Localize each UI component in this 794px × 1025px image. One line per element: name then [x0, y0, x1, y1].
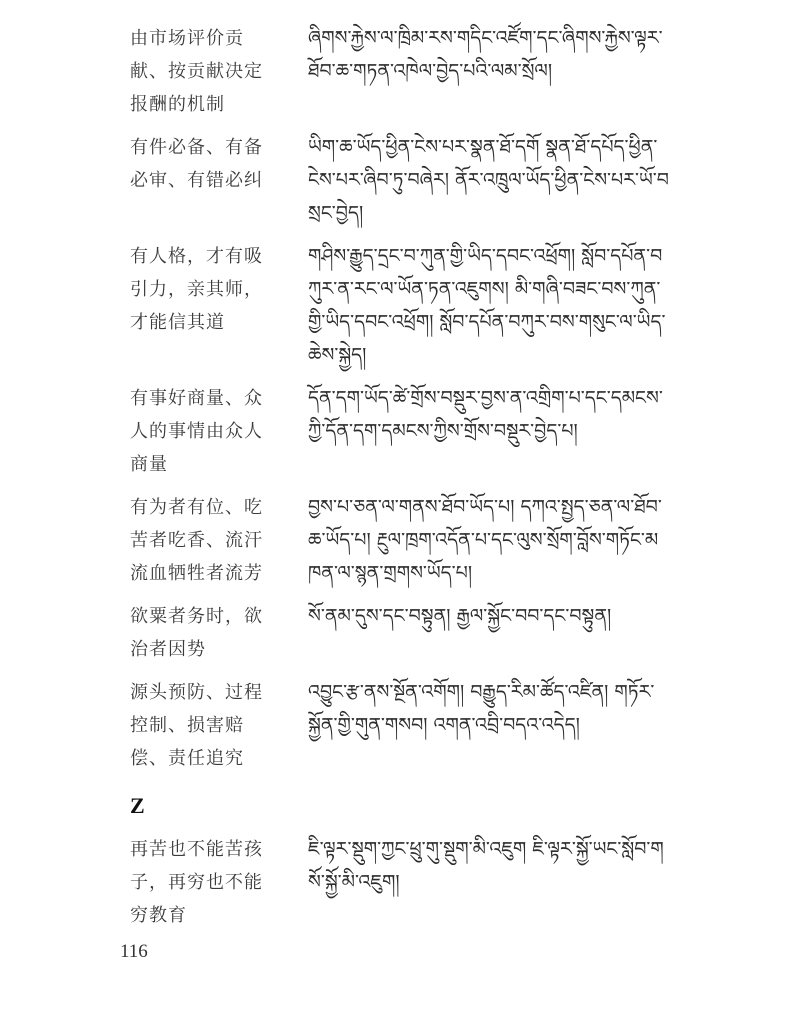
- glossary-entry: [130, 491, 670, 590]
- glossary-entry: [130, 382, 670, 481]
- tibetan-translation: འབྱུང་རྩ་ནས་སྔོན་འགོག། བརྒྱུད་རིམ་ཚོད་འཛིན། གཏོར་སྐྱོན་གྱི་གུན་གསབ། འགན་འབྲི་བདའ་འདེད།: [308, 681, 655, 736]
- tibetan-translation: བྱས་པ་ཅན་ལ་གནས་ཐོབ་ཡོད་པ། དཀའ་སྤྱད་ཅན་ལ་ཐོབ་ཆ་ཡོད་པ། རྔུལ་ཁྲག་འདོན་པ་དང་ལུས་སྲོག་བློས་གཏོང་མཁན་ལ་སྙན་གྲགས་ཡོད་པ།: [308, 496, 662, 584]
- glossary-entry: [130, 22, 670, 121]
- tibetan-translation: སོ་ནམ་དུས་དང་བསྟུན། རྒྱལ་སྐྱོང་བབ་དང་བསྟུན།: [308, 605, 612, 627]
- glossary-entries: [130, 22, 670, 942]
- chinese-term: 再苦也不能苦孩子，再穷也不能穷教育: [130, 839, 263, 926]
- chinese-term: 有件必备、有备必审、有错必纠: [130, 137, 263, 191]
- chinese-term: 源头预防、过程控制、损害赔偿、责任追究: [130, 682, 263, 769]
- page-number: 116: [120, 941, 148, 962]
- chinese-term: 欲粟者务时，欲治者因势: [130, 606, 263, 660]
- glossary-entry: [130, 833, 670, 932]
- chinese-term: 有人格，才有吸引力，亲其师，才能信其道: [130, 246, 263, 333]
- glossary-entry: [130, 600, 670, 666]
- tibetan-translation: ཇི་ལྟར་སྡུག་ཀྱང་ཕྲུ་གུ་སྡུག་མི་འཇུག ཇི་ལྟར་སྐྱོ་ཡང་སློབ་གསོ་སྐྱོ་མི་འཇུག།: [308, 838, 664, 893]
- glossary-entry: [130, 131, 670, 230]
- tibetan-translation: དོན་དག་ཡོད་ཚེ་གྲོས་བསྡུར་བྱས་ན་འགྲིག་པ་དང་དམངས་ཀྱི་དོན་དག་དམངས་ཀྱིས་གྲོས་བསྡུར་བྱེད་པ།: [308, 387, 663, 442]
- chinese-term: 由市场评价贡献、按贡献决定报酬的机制: [130, 28, 263, 115]
- chinese-term: 有事好商量、众人的事情由众人商量: [130, 388, 263, 475]
- glossary-entry: [130, 676, 670, 775]
- tibetan-translation: གཤིས་རྒྱུད་དྲང་བ་ཀུན་གྱི་ཡིད་དབང་འཕྲོག། སློབ་དཔོན་བཀུར་ན་རང་ལ་ཡོན་ཏན་འཇུགས། མི་གཞི་བཟང་བས་ཀུན་གྱི་ཡིད་དབང་འཕྲོག། སློབ་དཔོན་བཀུར་བས་གསུང་ལ་ཡིད་ཆེས་སྐྱེད།: [308, 245, 666, 366]
- tibetan-translation: ཡིག་ཆ་ཡོད་ཕྱིན་ངེས་པར་སྣན་ཐོ་དགོ སྣན་ཐོ་དཔོད་ཕྱིན་ངེས་པར་ཞིབ་ཏུ་བཞེར། ནོར་འཁྲུལ་ཡོད་ཕྱིན་ངེས་པར་ཡོ་བསྲང་བྱེད།: [308, 136, 669, 224]
- tibetan-translation: ཞིགས་རྐྱེས་ལ་ཁྲིམ་རས་གདིང་འཛོག་དང་ཞིགས་རྐྱེས་ལྟར་ཐོབ་ཆ་གཏན་འཁེལ་བྱེད་པའི་ལམ་སྲོལ།: [308, 27, 663, 82]
- chinese-term: 有为者有位、吃苦者吃香、流汗流血牺牲者流芳: [130, 497, 263, 584]
- section-letter-heading: Z: [130, 793, 145, 818]
- glossary-entry: [130, 240, 670, 372]
